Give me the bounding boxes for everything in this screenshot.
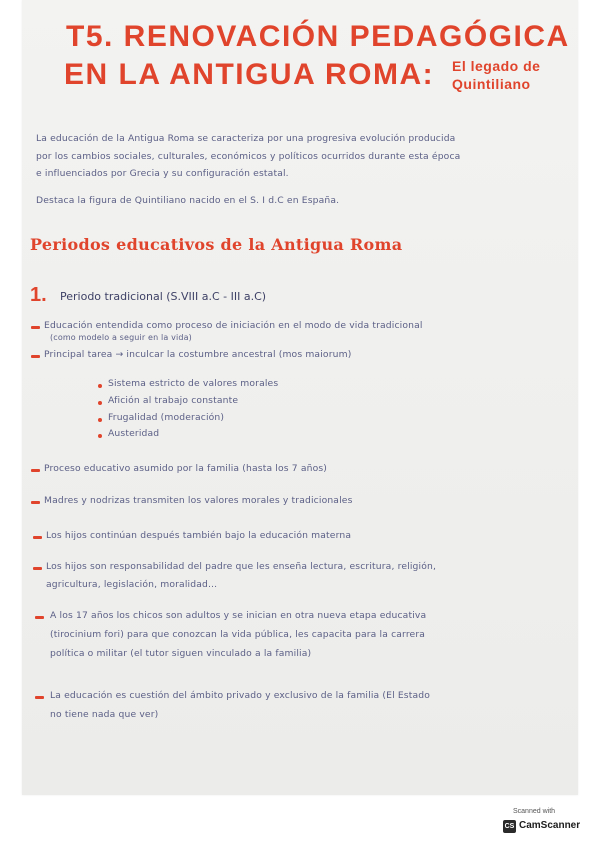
bullet-line: Los hijos son responsabilidad del padre que les enseña lectura, escritura, religión,: [46, 561, 437, 572]
camscanner-logo-icon: CS: [503, 820, 516, 833]
intro-note: Destaca la figura de Quintiliano nacido en el S. I d.C en España.: [36, 195, 340, 206]
bullet-line: (como modelo a seguir en la vida): [50, 333, 192, 342]
bullet-line: agricultura, legislación, moralidad...: [46, 579, 218, 590]
notebook-page: [22, 0, 578, 795]
subbullet-dot: [98, 418, 102, 422]
intro-line: e influenciados por Grecia y su configuración estatal.: [36, 168, 289, 179]
watermark-brand: CamScanner: [519, 820, 581, 831]
bullet-line: Los hijos continúan después también bajo la educación materna: [46, 530, 352, 541]
bullet-line: Proceso educativo asumido por la familia (hasta los 7 años): [44, 463, 328, 474]
subbullet-dot: [98, 384, 102, 388]
subbullet-dot: [98, 434, 102, 438]
watermark-caption: Scanned with: [513, 808, 556, 815]
subbullet: Frugalidad (moderación): [108, 412, 225, 423]
subbullet: Austeridad: [108, 428, 160, 439]
intro-line: por los cambios sociales, culturales, económicos y políticos ocurridos durante esta época: [36, 151, 461, 162]
page-title-line1: T5. RENOVACIÓN PEDAGÓGICA: [66, 20, 570, 53]
subbullet-dot: [98, 401, 102, 405]
bullet-line: A los 17 años los chicos son adultos y se inician en otra nueva etapa educativa: [50, 610, 427, 621]
period-label: Periodo tradicional (S.VIII a.C - III a.C): [60, 290, 267, 303]
bullet-dash: [31, 326, 40, 329]
bullet-dash: [31, 501, 40, 504]
bullet-line: no tiene nada que ver): [50, 709, 159, 720]
subbullet: Afición al trabajo constante: [108, 395, 239, 406]
bullet-dash: [33, 536, 42, 539]
bullet-dash: [35, 616, 44, 619]
bullet-line: Educación entendida como proceso de iniciación en el modo de vida tradicional: [44, 320, 423, 331]
bullet-dash: [31, 469, 40, 472]
bullet-line: Principal tarea → inculcar la costumbre ancestral (mos maiorum): [44, 349, 352, 360]
bullet-dash: [35, 696, 44, 699]
intro-line: La educación de la Antigua Roma se caracteriza por una progresiva evolución producida: [36, 133, 456, 144]
bullet-dash: [31, 355, 40, 358]
page-subtitle-line1: El legado de: [452, 58, 541, 74]
period-number: 1.: [30, 284, 47, 306]
page-subtitle-line2: Quintiliano: [452, 76, 531, 92]
page-title-line2: EN LA ANTIGUA ROMA:: [64, 58, 435, 91]
bullet-line: Madres y nodrizas transmiten los valores morales y tradicionales: [44, 495, 353, 506]
subbullet: Sistema estricto de valores morales: [108, 378, 279, 389]
scanner-watermark: [503, 808, 585, 840]
bullet-line: La educación es cuestión del ámbito privado y exclusivo de la familia (El Estado: [50, 690, 431, 701]
bullet-line: (tirocinium fori) para que conozcan la vida pública, les capacita para la carrera: [50, 629, 426, 640]
bullet-dash: [33, 567, 42, 570]
bullet-line: política o militar (el tutor siguen vinculado a la familia): [50, 648, 312, 659]
section-heading: Periodos educativos de la Antigua Roma: [30, 235, 403, 254]
